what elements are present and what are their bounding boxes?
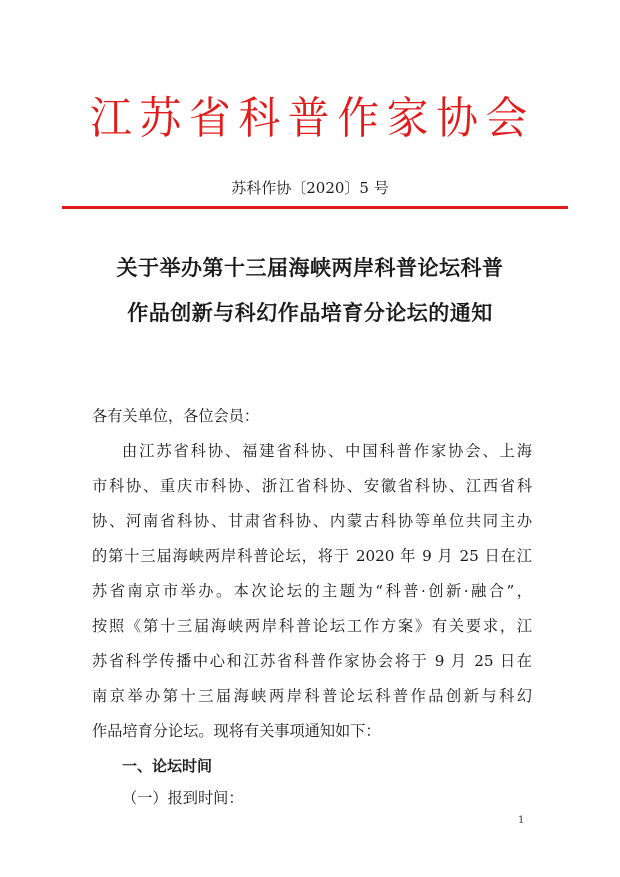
- body-paragraph-line-7: 苏省科学传播中心和江苏省科普作家协会将于 9 月 25 日在: [92, 652, 532, 670]
- subsection-registration-time: （一）报到时间：: [122, 789, 244, 807]
- title-line-2: 作品创新与科幻作品培育分论坛的通知: [127, 301, 493, 325]
- body-paragraph-line-1: 由江苏省科协、福建省科协、中国科普作家协会、上海: [122, 442, 532, 460]
- page-number: 1: [518, 815, 525, 826]
- body-paragraph-line-8: 南京举办第十三届海峡两岸科普论坛科普作品创新与科幻: [92, 687, 532, 705]
- red-divider-line: [62, 206, 568, 209]
- section-heading-forum-time: 一、论坛时间: [122, 757, 213, 775]
- body-paragraph-line-5: 苏省南京市举办。本次论坛的主题为“科普·创新·融合”，: [92, 582, 532, 600]
- body-paragraph-line-3: 协、河南省科协、甘肃省科协、内蒙古科协等单位共同主办: [92, 512, 532, 530]
- organization-header: 江苏省科普作家协会: [90, 93, 535, 144]
- salutation: 各有关单位，各位会员：: [92, 407, 260, 425]
- body-paragraph-line-6: 按照《第十三届海峡两岸科普论坛工作方案》有关要求，江: [92, 617, 532, 635]
- body-paragraph-line-4: 的第十三届海峡两岸科普论坛，将于 2020 年 9 月 25 日在江: [92, 547, 532, 565]
- document-number: 苏科作协〔2020〕5 号: [231, 179, 389, 197]
- body-paragraph-line-2: 市科协、重庆市科协、浙江省科协、安徽省科协、江西省科: [92, 477, 532, 495]
- title-line-1: 关于举办第十三届海峡两岸科普论坛科普: [116, 256, 504, 280]
- body-paragraph-line-9: 作品培育分论坛。现将有关事项通知如下：: [92, 722, 381, 740]
